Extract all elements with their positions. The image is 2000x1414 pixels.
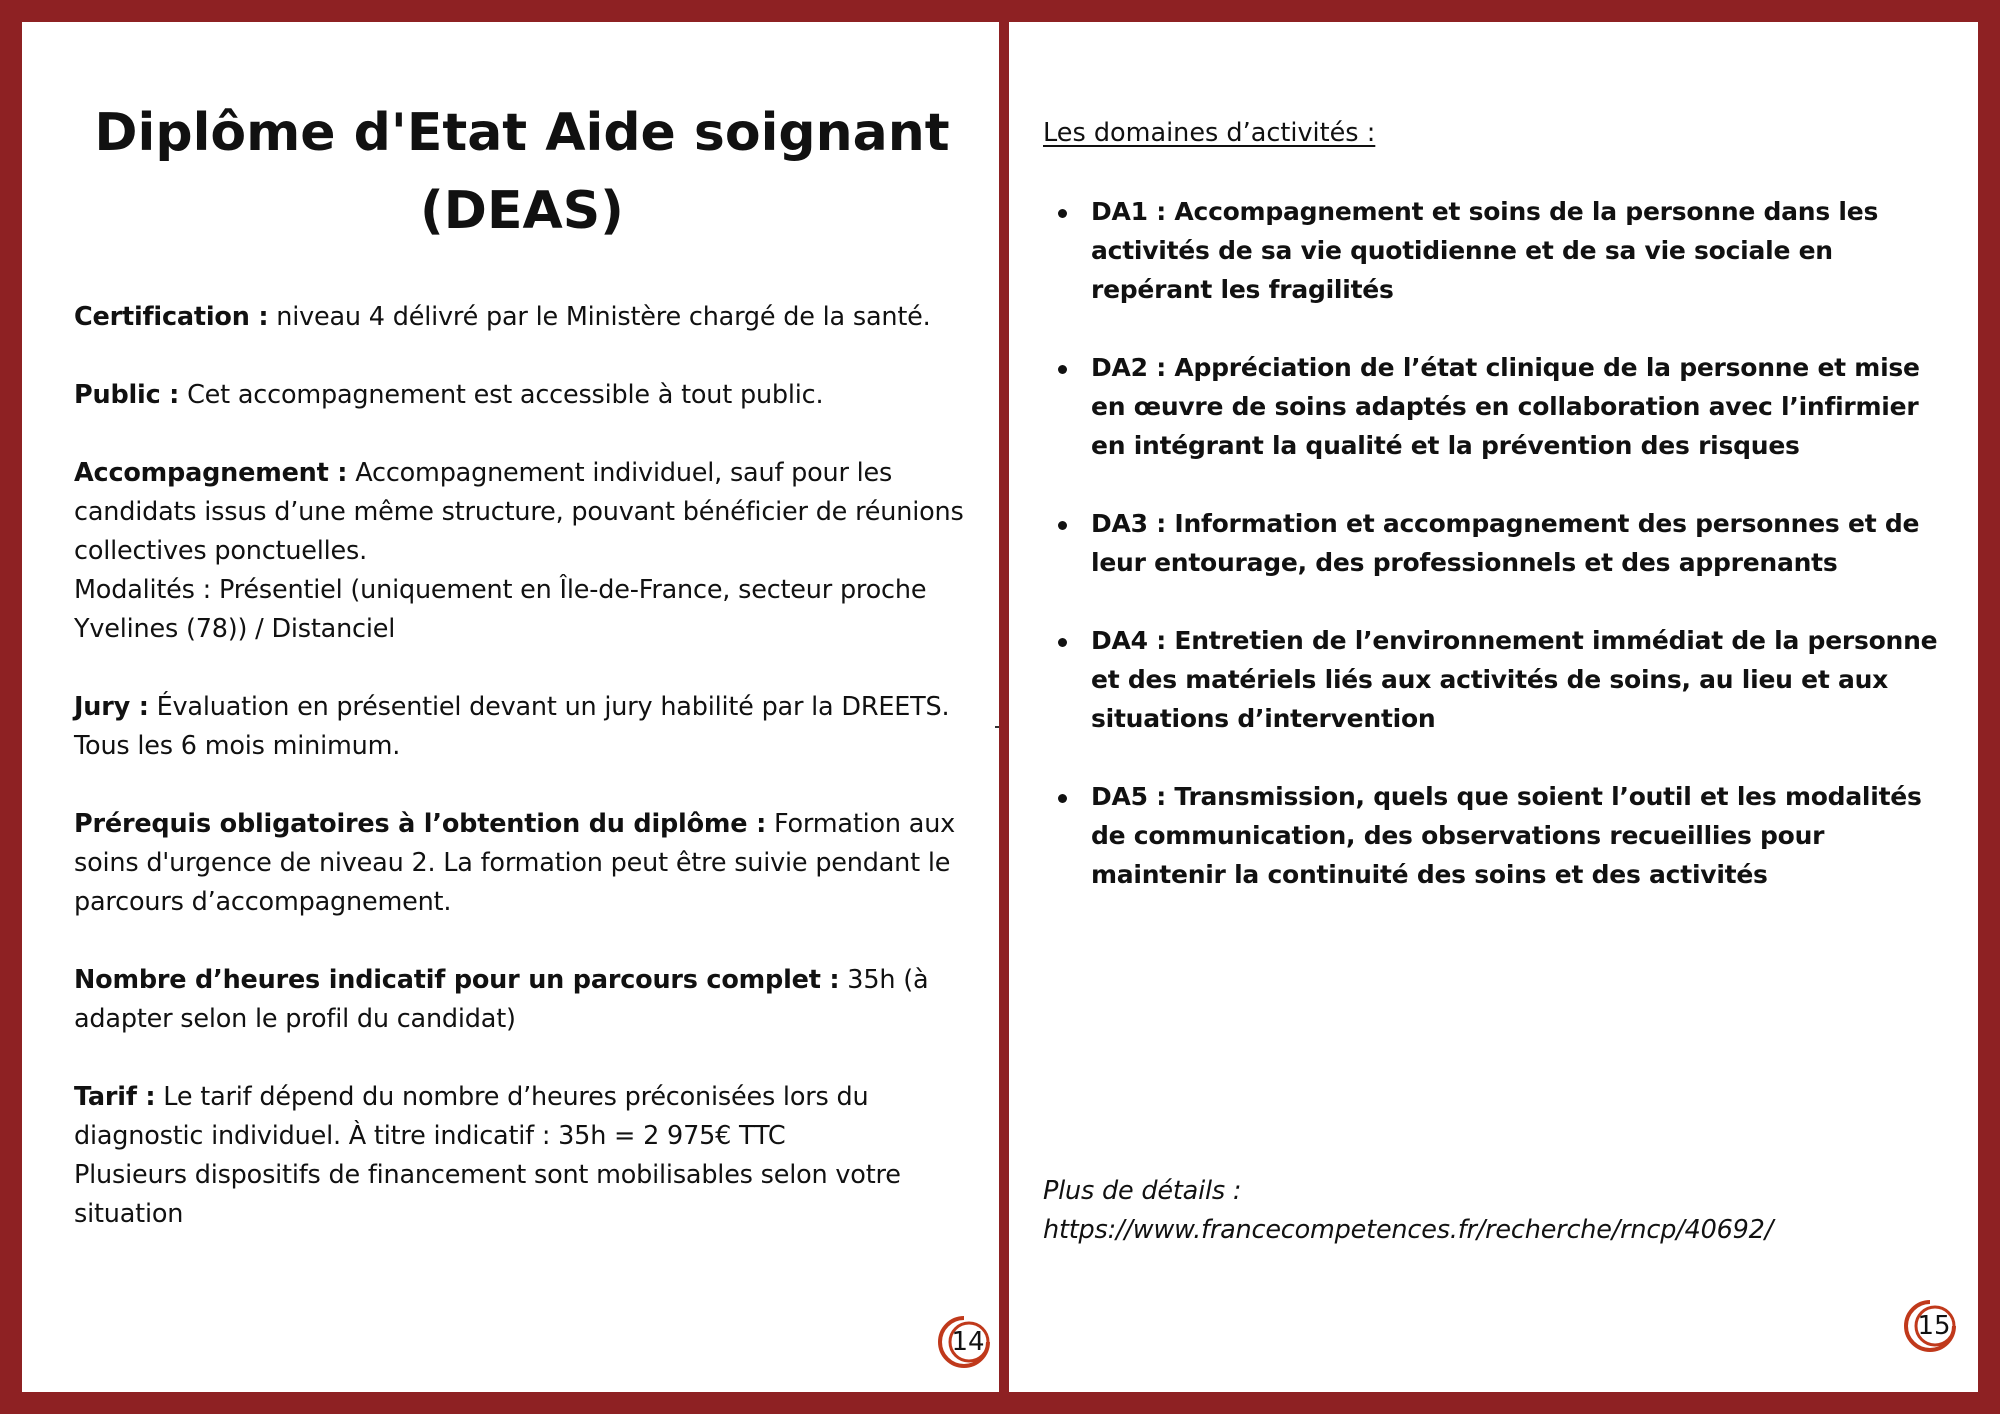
activities-list <box>1043 192 1958 933</box>
list-item <box>1043 777 1958 894</box>
accompagnement-text: Accompagnement individuel, sauf pour les candidats issus d’une même structure, pouvant bénéficier de réunions collectives ponctuelles. <box>74 458 964 566</box>
list-item <box>1043 192 1958 309</box>
accompagnement-label: Accompagnement : <box>74 458 348 488</box>
public-text: Cet accompagnement est accessible à tout public. <box>179 380 824 410</box>
accompagnement-section <box>74 454 984 649</box>
activity-text: DA2 : Appréciation de l’état clinique de la personne et mise en œuvre de soins adaptés en collaboration avec l’infirmier en intégrant la qualité et la prévention des risques <box>1091 353 1920 460</box>
jury-text: Évaluation en présentiel devant un jury habilité par la DREETS. Tous les 6 mois minimum. <box>74 692 950 761</box>
tarif-section <box>74 1078 984 1234</box>
heures-label: Nombre d’heures indicatif pour un parcours complet : <box>74 965 840 995</box>
details-url[interactable]: https://www.francecompetences.fr/recherche/rncp/40692/ <box>1043 1215 1774 1245</box>
heures-text: 35h (à adapter selon le profil du candidat) <box>74 965 929 1034</box>
left-page <box>22 22 999 1392</box>
tarif-text: Le tarif dépend du nombre d’heures préconisées lors du diagnostic individuel. À titre indicatif : 35h = 2 975€ TTC <box>74 1082 869 1151</box>
public-label: Public : <box>74 380 180 410</box>
prerequis-section <box>74 805 984 922</box>
bullet-icon <box>1058 794 1067 803</box>
title-line-1: Diplôme d'Etat Aide soignant <box>94 103 950 163</box>
heures-section <box>74 961 984 1039</box>
bullet-icon <box>1058 209 1067 218</box>
prerequis-text: Formation aux soins d'urgence de niveau 2. La formation peut être suivie pendant le parcours d’accompagnement. <box>74 809 956 917</box>
divider-tick <box>995 726 999 728</box>
financement-text: Plusieurs dispositifs de financement sont mobilisables selon votre situation <box>74 1160 901 1229</box>
modalites-text: Modalités : Présentiel (uniquement en Île-de-France, secteur proche Yvelines (78)) / Distanciel <box>74 575 927 644</box>
bullet-icon <box>1058 638 1067 647</box>
activity-text: DA4 : Entretien de l’environnement immédiat de la personne et des matériels liés aux activités de soins, au lieu et aux situations d’intervention <box>1091 626 1938 733</box>
details-label: Plus de détails : <box>1043 1176 1242 1206</box>
prerequis-label: Prérequis obligatoires à l’obtention du diplôme : <box>74 809 767 839</box>
bullet-icon <box>1058 365 1067 374</box>
page-number-badge <box>934 1312 994 1372</box>
page-title <box>62 94 982 250</box>
certification-section <box>74 298 984 337</box>
right-page <box>1009 22 1978 1392</box>
list-item <box>1043 348 1958 465</box>
public-section <box>74 376 984 415</box>
activities-heading: Les domaines d’activités : <box>1043 118 1376 148</box>
details-block <box>1043 1172 1773 1250</box>
info-sections <box>74 298 984 1273</box>
certification-text: niveau 4 délivré par le Ministère chargé de la santé. <box>268 302 931 332</box>
list-item <box>1043 504 1958 582</box>
title-line-2: (DEAS) <box>420 181 624 241</box>
jury-label: Jury : <box>74 692 149 722</box>
activity-text: DA3 : Information et accompagnement des personnes et de leur entourage, des professionnels et des apprenants <box>1091 509 1920 577</box>
list-item <box>1043 621 1958 738</box>
page-number-badge-right <box>1900 1296 1960 1356</box>
page-number: 14 <box>951 1327 985 1357</box>
activity-text: DA1 : Accompagnement et soins de la personne dans les activités de sa vie quotidienne et de sa vie sociale en repérant les fragilités <box>1091 197 1879 304</box>
bullet-icon <box>1058 521 1067 530</box>
page-number: 15 <box>1917 1311 1951 1341</box>
jury-section <box>74 688 984 766</box>
activity-text: DA5 : Transmission, quels que soient l’outil et les modalités de communication, des observations recueillies pour maintenir la continuité des soins et des activités <box>1091 782 1922 889</box>
certification-label: Certification : <box>74 302 269 332</box>
tarif-label: Tarif : <box>74 1082 156 1112</box>
